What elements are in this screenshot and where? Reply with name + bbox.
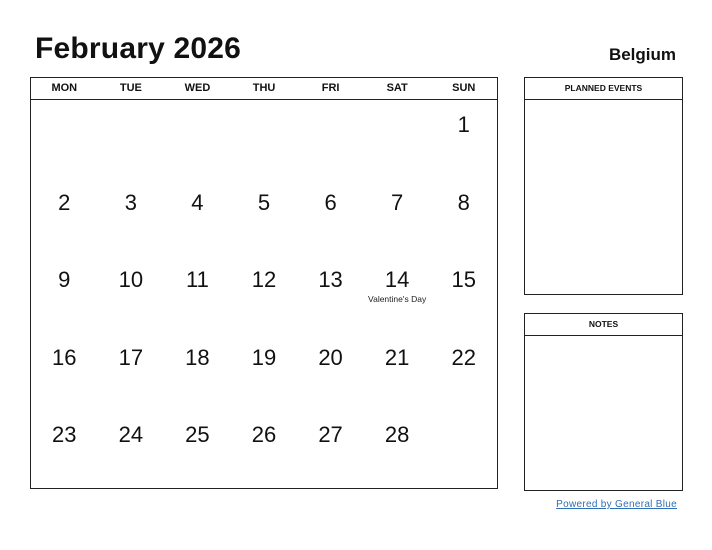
day-cell	[231, 333, 298, 411]
day-number: 23	[52, 422, 77, 448]
day-number: 17	[118, 344, 144, 370]
day-cell	[231, 100, 298, 178]
weekday-tue: TUE	[119, 82, 142, 94]
weekday-mon: MON	[51, 82, 78, 94]
planned-events-panel	[524, 77, 683, 295]
day-number: 26	[251, 422, 277, 448]
weekday-wed: WED	[184, 82, 211, 94]
day-number: 9	[58, 267, 71, 293]
day-cell	[297, 255, 364, 333]
day-number: 21	[384, 344, 410, 370]
day-number: 14	[384, 267, 410, 293]
notes-panel	[524, 313, 683, 491]
day-cell	[164, 178, 231, 256]
day-number: 5	[257, 189, 271, 215]
day-number: 19	[251, 344, 277, 370]
day-cell	[31, 333, 98, 411]
weekday-fri: FRI	[321, 82, 340, 94]
day-cell	[98, 255, 165, 333]
day-number: 7	[391, 189, 404, 215]
day-cell	[98, 100, 165, 178]
day-cell	[297, 100, 364, 178]
holiday-label: Valentine's Day	[368, 294, 427, 305]
day-cell	[164, 410, 231, 488]
day-number: 24	[118, 422, 144, 448]
day-number: 6	[324, 189, 337, 215]
day-number: 13	[318, 267, 343, 293]
day-number: 4	[191, 189, 204, 215]
day-number: 12	[251, 267, 277, 293]
day-cell	[98, 178, 165, 256]
day-cell	[231, 410, 298, 488]
day-cell	[430, 178, 497, 256]
day-cell	[98, 333, 165, 411]
day-cell	[231, 255, 298, 333]
page-title: February 2026	[35, 32, 242, 65]
day-number: 25	[185, 422, 210, 448]
day-number: 11	[186, 267, 209, 293]
day-cell	[164, 333, 231, 411]
day-cell	[364, 333, 431, 411]
planned-events-title: PLANNED EVENTS	[525, 78, 682, 100]
day-number: 2	[58, 189, 71, 215]
day-cell	[231, 178, 298, 256]
day-cell	[31, 100, 98, 178]
day-cell	[164, 255, 231, 333]
day-cell	[364, 178, 431, 256]
country-label: Belgium	[608, 45, 676, 64]
day-cell	[364, 410, 431, 488]
day-number: 3	[124, 189, 137, 215]
day-number: 22	[451, 344, 476, 370]
day-cell	[297, 410, 364, 488]
day-number: 28	[384, 422, 410, 448]
notes-title: NOTES	[525, 314, 682, 336]
day-cell	[31, 410, 98, 488]
day-number: 8	[457, 189, 470, 215]
day-cell	[164, 100, 231, 178]
day-number: 20	[318, 344, 343, 370]
day-number: 10	[118, 267, 144, 293]
day-cell	[364, 255, 431, 333]
day-number: 27	[318, 422, 343, 448]
day-cell	[430, 255, 497, 333]
day-cell	[98, 410, 165, 488]
day-cell	[430, 333, 497, 411]
powered-by-link[interactable]: Powered by General Blue	[556, 499, 677, 510]
day-cell	[364, 100, 431, 178]
day-cell	[297, 178, 364, 256]
weekday-sun: SUN	[452, 82, 476, 94]
day-cell	[31, 178, 98, 256]
weekday-thu: THU	[252, 82, 276, 94]
weekday-sat: SAT	[386, 82, 408, 94]
day-cell	[430, 100, 497, 178]
day-number: 18	[185, 344, 210, 370]
day-number: 15	[451, 267, 476, 293]
day-cell	[31, 255, 98, 333]
day-grid	[31, 100, 497, 488]
day-number: 16	[52, 344, 77, 370]
day-cell	[297, 333, 364, 411]
weekday-header	[31, 78, 497, 100]
day-cell	[430, 410, 497, 488]
calendar-grid	[30, 77, 498, 489]
day-number: 1	[457, 112, 470, 137]
